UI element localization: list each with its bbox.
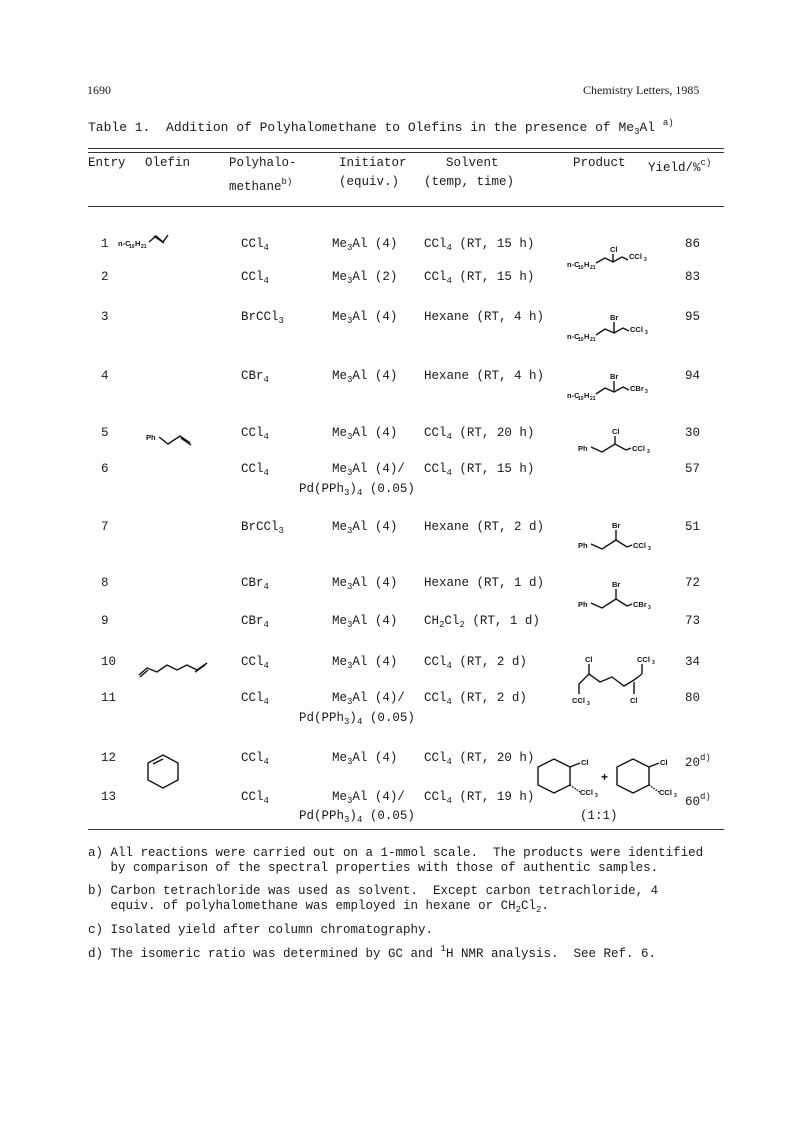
table-row-7-yield: 51	[685, 520, 701, 534]
olefin-allylbenzene	[146, 428, 216, 453]
svg-text:21: 21	[141, 244, 147, 250]
table-row-9-initiator: $Me_3Al$ (4)	[332, 614, 398, 630]
table-row-13-cocatalyst: $Pd(PPh_3)_4$ (0.05)	[299, 809, 415, 825]
svg-text:H: H	[584, 332, 590, 341]
table-row-13-solvent: CCl$_4$ (RT, 19 h)	[424, 790, 535, 806]
svg-text:21: 21	[590, 265, 596, 271]
svg-text:Cl: Cl	[581, 758, 589, 767]
table-row-4-polyhalomethane: CBr$_4$	[241, 369, 269, 385]
table-row-11-polyhalomethane: CCl$_4$	[241, 691, 269, 707]
table-row-2-polyhalomethane: CCl$_4$	[241, 270, 269, 286]
svg-text:10: 10	[578, 396, 584, 402]
table-row-10-polyhalomethane: CCl$_4$	[241, 655, 269, 671]
table-row-12-yield: 20$^{d)}$	[685, 753, 711, 770]
svg-text:CCl: CCl	[633, 541, 646, 550]
svg-text:3: 3	[595, 793, 598, 799]
svg-text:H: H	[584, 260, 590, 269]
product-ph-ccl3-br	[578, 520, 668, 559]
svg-text:Br: Br	[610, 313, 619, 322]
svg-text:3: 3	[648, 605, 651, 611]
svg-text:Br: Br	[612, 580, 621, 589]
svg-text:CCl: CCl	[630, 325, 643, 334]
svg-text:3: 3	[647, 449, 650, 455]
table-row-3-entry: 3	[101, 310, 109, 324]
olefin-1-decene	[118, 232, 208, 259]
product-diene-adduct	[572, 654, 672, 729]
header-initiator: Initiator (equiv.)	[339, 156, 407, 189]
footnote-a: a) All reactions were carried out on a 1-mmol scale. The products were identified by comparison of the spectral properties with those of authentic samples.	[88, 846, 704, 875]
table-row-5-yield: 30	[685, 426, 701, 440]
product-decyl-ccl3-br	[567, 312, 677, 351]
svg-text:Cl: Cl	[660, 758, 668, 767]
table-row-10-initiator: $Me_3Al$ (4)	[332, 655, 398, 671]
svg-text:Cl: Cl	[610, 245, 618, 254]
journal-reference: Chemistry Letters, 1985	[583, 83, 700, 97]
table-row-8-solvent: Hexane (RT, 1 d)	[424, 576, 545, 590]
svg-text:Cl: Cl	[585, 655, 593, 664]
svg-text:10: 10	[578, 337, 584, 343]
table-row-9-entry: 9	[101, 614, 109, 628]
svg-text:Br: Br	[610, 372, 619, 381]
table-row-3-polyhalomethane: BrCCl$_3$	[241, 310, 284, 326]
svg-text:3: 3	[645, 330, 648, 336]
table-row-7-entry: 7	[101, 520, 109, 534]
svg-text:+: +	[601, 770, 609, 784]
table-row-3-yield: 95	[685, 310, 701, 324]
table-row-6-entry: 6	[101, 462, 109, 476]
svg-text:Ph: Ph	[578, 600, 588, 609]
table-row-8-entry: 8	[101, 576, 109, 590]
header-olefin: Olefin	[145, 156, 191, 170]
table-row-13-initiator: $Me_3Al$ (4)/	[332, 790, 405, 806]
table-row-1-initiator: $Me_3Al$ (4)	[332, 237, 398, 253]
olefin-diene	[137, 660, 217, 687]
table-row-1-polyhalomethane: CCl$_4$	[241, 237, 269, 253]
table-row-11-cocatalyst: $Pd(PPh_3)_4$ (0.05)	[299, 711, 415, 727]
table-row-1-entry: 1	[101, 237, 109, 251]
table-row-6-cocatalyst: $Pd(PPh_3)_4$ (0.05)	[299, 482, 415, 498]
table-row-7-initiator: $Me_3Al$ (4)	[332, 520, 398, 536]
svg-text:Ph: Ph	[146, 433, 156, 442]
svg-text:Ph: Ph	[578, 541, 588, 550]
header-entry: Entry	[88, 156, 126, 170]
svg-text:CCl: CCl	[572, 696, 585, 705]
svg-text:CCl: CCl	[659, 788, 672, 797]
svg-text:Ph: Ph	[578, 444, 588, 453]
product-ph-ccl3	[578, 426, 668, 461]
header-solvent: Solvent (temp, time)	[424, 156, 515, 189]
header-yield: Yield/%$^{c)}$	[648, 158, 712, 175]
table-row-10-solvent: CCl$_4$ (RT, 2 d)	[424, 655, 527, 671]
table-row-12-entry: 12	[101, 751, 117, 765]
svg-text:Br: Br	[612, 521, 621, 530]
table-row-13-polyhalomethane: CCl$_4$	[241, 790, 269, 806]
svg-text:3: 3	[674, 793, 677, 799]
svg-text:n-C: n-C	[118, 239, 131, 248]
svg-text:H: H	[584, 391, 590, 400]
table-row-1-yield: 86	[685, 237, 701, 251]
svg-text:CCl: CCl	[632, 444, 645, 453]
svg-text:10: 10	[129, 244, 135, 250]
table-row-12-solvent: CCl$_4$ (RT, 20 h)	[424, 751, 535, 767]
table-row-6-yield: 57	[685, 462, 701, 476]
page-number: 1690	[87, 83, 111, 97]
table-row-8-initiator: $Me_3Al$ (4)	[332, 576, 398, 592]
table-row-4-initiator: $Me_3Al$ (4)	[332, 369, 398, 385]
table-row-5-initiator: $Me_3Al$ (4)	[332, 426, 398, 442]
table-row-12-polyhalomethane: CCl$_4$	[241, 751, 269, 767]
svg-text:3: 3	[652, 660, 655, 666]
table-row-5-entry: 5	[101, 426, 109, 440]
table-row-10-entry: 10	[101, 655, 117, 669]
table-row-2-initiator: $Me_3Al$ (2)	[332, 270, 398, 286]
svg-text:3: 3	[644, 257, 647, 263]
svg-text:3: 3	[645, 389, 648, 395]
svg-text:CCl: CCl	[580, 788, 593, 797]
svg-text:CBr: CBr	[633, 600, 647, 609]
product-ph-cbr3	[578, 579, 668, 618]
header-polyhalomethane: Polyhalo- methane$^{b)}$	[229, 156, 297, 194]
svg-text:n-C: n-C	[567, 391, 580, 400]
table-row-4-entry: 4	[101, 369, 109, 383]
svg-text:CCl: CCl	[629, 252, 642, 261]
table-row-8-polyhalomethane: CBr$_4$	[241, 576, 269, 592]
svg-text:10: 10	[578, 265, 584, 271]
table-row-9-polyhalomethane: CBr$_4$	[241, 614, 269, 630]
svg-text:n-C: n-C	[567, 332, 580, 341]
table-row-12-initiator: $Me_3Al$ (4)	[332, 751, 398, 767]
table-row-3-solvent: Hexane (RT, 4 h)	[424, 310, 545, 324]
footnote-d: d) The isomeric ratio was determined by GC and $^1$H NMR analysis. See Ref. 6.	[88, 944, 657, 961]
table-row-10-yield: 34	[685, 655, 701, 669]
table-row-6-solvent: CCl$_4$ (RT, 15 h)	[424, 462, 535, 478]
table-row-3-initiator: $Me_3Al$ (4)	[332, 310, 398, 326]
table-row-4-solvent: Hexane (RT, 4 h)	[424, 369, 545, 383]
svg-text:Cl: Cl	[612, 427, 620, 436]
svg-text:3: 3	[587, 701, 590, 707]
table-row-7-solvent: Hexane (RT, 2 d)	[424, 520, 545, 534]
table-row-9-yield: 73	[685, 614, 701, 628]
svg-text:n-C: n-C	[567, 260, 580, 269]
table-row-13-entry: 13	[101, 790, 117, 804]
svg-text:Cl: Cl	[630, 696, 638, 705]
svg-text:CCl: CCl	[637, 655, 650, 664]
table-row-9-solvent: $CH_2Cl_2$ (RT, 1 d)	[424, 614, 540, 630]
table-row-6-initiator: $Me_3Al$ (4)/	[332, 462, 405, 478]
table-row-7-polyhalomethane: BrCCl$_3$	[241, 520, 284, 536]
product-decyl-cbr3	[567, 371, 677, 410]
header-bottom-rule	[88, 206, 724, 207]
svg-text:H: H	[135, 239, 141, 248]
isomer-ratio: (1:1)	[580, 809, 618, 823]
product-cyclohexane-isomers	[536, 755, 686, 810]
table-row-2-solvent: CCl$_4$ (RT, 15 h)	[424, 270, 535, 286]
table-row-11-yield: 80	[685, 691, 701, 705]
table-row-5-polyhalomethane: CCl$_4$	[241, 426, 269, 442]
table-top-rule-double	[88, 152, 724, 153]
header-product: Product	[573, 156, 626, 170]
table-row-2-entry: 2	[101, 270, 109, 284]
table-row-6-polyhalomethane: CCl$_4$	[241, 462, 269, 478]
table-row-8-yield: 72	[685, 576, 701, 590]
product-decyl-ccl3	[567, 244, 677, 279]
table-row-4-yield: 94	[685, 369, 701, 383]
footnote-b: b) Carbon tetrachloride was used as solvent. Except carbon tetrachloride, 4 equiv. of polyhalomethane was employed in hexane or $CH_2Cl_2$.	[88, 884, 659, 915]
table-row-11-initiator: $Me_3Al$ (4)/	[332, 691, 405, 707]
table-bottom-rule	[88, 829, 724, 830]
table-row-2-yield: 83	[685, 270, 701, 284]
table-row-13-yield: 60$^{d)}$	[685, 792, 711, 809]
table-row-11-solvent: CCl$_4$ (RT, 2 d)	[424, 691, 527, 707]
svg-text:CBr: CBr	[630, 384, 644, 393]
svg-text:21: 21	[590, 396, 596, 402]
table-top-rule	[88, 148, 724, 149]
table-row-5-solvent: CCl$_4$ (RT, 20 h)	[424, 426, 535, 442]
table-row-1-solvent: CCl$_4$ (RT, 15 h)	[424, 237, 535, 253]
svg-text:21: 21	[590, 337, 596, 343]
olefin-cyclohexene	[144, 752, 184, 797]
table-title: Table 1. Addition of Polyhalomethane to Olefins in the presence of $Me_3Al$ $^{a)}$	[88, 118, 674, 137]
footnote-c: c) Isolated yield after column chromatography.	[88, 923, 434, 937]
svg-text:3: 3	[648, 546, 651, 552]
table-row-11-entry: 11	[101, 691, 117, 705]
